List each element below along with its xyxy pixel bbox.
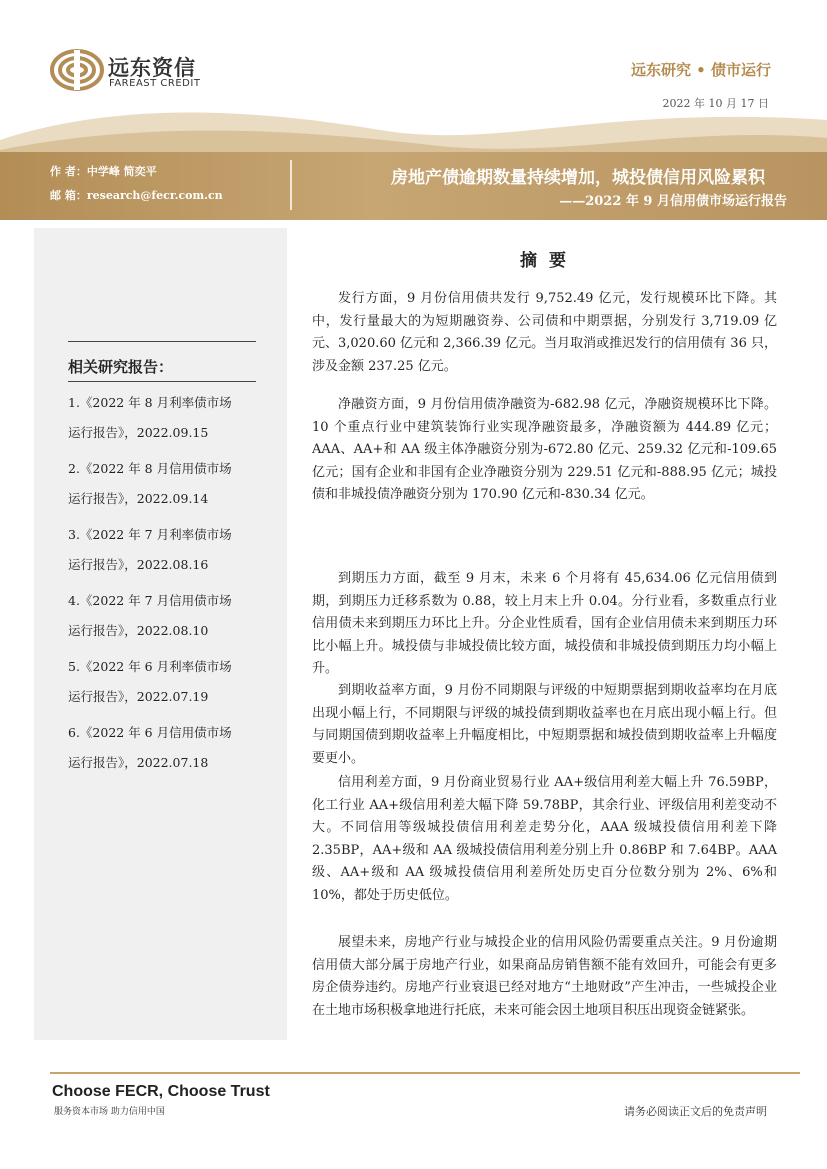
sidebar-rule-top [68,341,256,342]
related-report-item[interactable]: 6.《2022 年 6 月信用债市场 运行报告》，2022.07.18 [68,725,232,770]
related-report-item[interactable]: 4.《2022 年 7 月信用债市场 运行报告》，2022.08.10 [68,593,232,638]
author-line: 作 者：中学峰 简奕平 [50,165,157,178]
email-line: 邮 箱：research@fecr.com.cn [50,189,223,202]
company-logo [50,48,220,94]
abstract-paragraph: 展望未来，房地产行业与城投企业的信用风险仍需要重点关注。9 月份逾期信用债大部分属于房地产行业，如果商品房销售额不能有效回升，可能会有更多房企债券违约。房地产行业衰退已经对地方“土地财政”产生冲击，一些城投企业在土地市场积极拿地进行托底，未来可能会因土地项目积压出现资金链紧张。 [312,935,777,1018]
logo-text-en: FAREAST CREDIT [109,78,201,89]
related-report-item[interactable]: 3.《2022 年 7 月利率债市场 运行报告》，2022.08.16 [68,527,232,572]
related-report-item[interactable]: 2.《2022 年 8 月信用债市场 运行报告》，2022.09.14 [68,461,232,506]
abstract-paragraph: 到期收益率方面，9 月份不同期限与评级的中短期票据到期收益率均在月底出现小幅上行，不同期限与评级的城投债到期收益率也在月底出现小幅上行。但与同期国债到期收益率上升幅度相比，中短期票据和城投债到期收益率上升幅度要更小。 [312,683,777,766]
related-reports-sidebar [34,228,287,1040]
abstract-paragraph: 信用利差方面，9 月份商业贸易行业 AA+级信用利差大幅上升 76.59BP，化工行业 AA+级信用利差大幅下降 59.78BP，其余行业、评级信用利差变动不大。不同信用等级城投债信用利差走势分化，AAA 级城投债信用利差下降 2.35BP，AA+级和 AA 级城投债信用利差分别上升 0.86BP 和 7.64BP。AAA 级、AA+级和 AA 级城投债信用利差所处历史百分位数分别为 2%、6%和 10%，都处于历史低位。 [312,775,777,903]
banner-divider [290,160,292,210]
report-subtitle: ——2022 年 9 月信用债市场运行报告 [559,194,787,209]
series-label: 远东研究 • 债市运行 [630,61,771,79]
header-decoration [0,100,827,160]
report-title: 房地产债逾期数量持续增加，城投债信用风险累积 [391,168,765,188]
abstract-title: 摘要 [520,251,578,271]
logo-text-cn: 远东资信 [108,56,196,80]
footer-slogan-cn: 服务资本市场 助力信用中国 [54,1107,165,1117]
fareast-logo-icon [50,48,104,92]
sidebar-rule-bottom [68,381,256,382]
footer-rule [50,1072,800,1074]
abstract-paragraph: 到期压力方面，截至 9 月末，未来 6 个月将有 45,634.06 亿元信用债到期，到期压力迁移系数为 0.88，较上月末上升 0.04。分行业看，多数重点行业信用债未来到期压力环比上升。分企业性质看，国有企业信用债未来到期压力环比小幅上升。城投债与非城投债比较方面，城投债和非城投债到期压力均小幅上升。 [312,571,777,676]
related-report-item[interactable]: 5.《2022 年 6 月利率债市场 运行报告》，2022.07.19 [68,659,232,704]
abstract-paragraph: 净融资方面，9 月份信用债净融资为-682.98 亿元，净融资规模环比下降。10 个重点行业中建筑装饰行业实现净融资最多，净融资额为 444.89 亿元；AAA、AA+和 AA 级主体净融资分别为-672.80 亿元、259.32 亿元和-109.65 亿元；国有企业和非国有企业净融资分别为 229.51 亿元和-888.95 亿元；城投债和非城投债净融资分别为 170.90 亿元和-830.34 亿元。 [312,397,777,502]
footer-slogan-en: Choose FECR, Choose Trust [52,1083,270,1100]
related-reports-heading: 相关研究报告： [68,358,174,376]
abstract-paragraph: 发行方面，9 月份信用债共发行 9,752.49 亿元，发行规模环比下降。其中，发行量最大的为短期融资券、公司债和中期票据，分别发行 3,719.09 亿元、3,020.60 亿元和 2,366.39 亿元。当月取消或推迟发行的信用债有 36 只，涉及金额 237.25 亿元。 [312,291,777,374]
related-report-item[interactable]: 1.《2022 年 8 月利率债市场 运行报告》，2022.09.15 [68,395,232,440]
report-date: 2022 年 10 月 17 日 [662,97,769,110]
disclaimer-note[interactable]: 请务必阅读正文后的免责声明 [624,1105,767,1118]
